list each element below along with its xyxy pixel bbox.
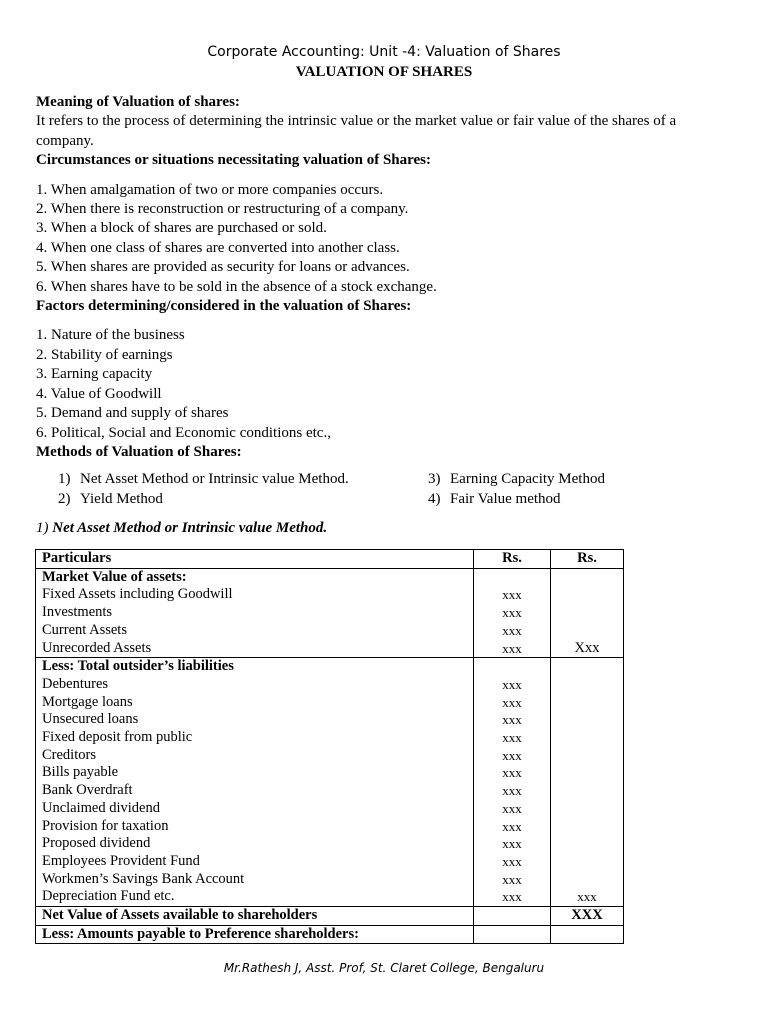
row-total xyxy=(551,747,624,765)
row-value: xxx xyxy=(474,800,551,818)
row-label: Investments xyxy=(36,604,474,622)
row-label: Workmen’s Savings Bank Account xyxy=(36,871,474,889)
factor-item: 4. Value of Goodwill xyxy=(36,385,162,402)
factor-item: 1. Nature of the business xyxy=(36,327,185,344)
row-total xyxy=(551,711,624,729)
meaning-text-line: It refers to the process of determining the intrinsic value or the market value or fair value of the shares of a xyxy=(36,113,677,130)
table-row xyxy=(36,853,624,871)
section-title xyxy=(36,519,696,538)
row-label: Unrecorded Assets xyxy=(36,640,474,658)
preference-label: Less: Amounts payable to Preference shareholders: xyxy=(36,925,474,944)
table-row xyxy=(36,782,624,800)
document-body xyxy=(36,93,696,539)
factors-heading: Factors determining/considered in the valuation of Shares: xyxy=(36,298,412,315)
row-value: xxx xyxy=(474,747,551,765)
table-row xyxy=(36,800,624,818)
page-title: VALUATION OF SHARES xyxy=(295,64,473,80)
factor-item: 3. Earning capacity xyxy=(36,366,153,383)
circumstance-item: 3. When a block of shares are purchased or sold. xyxy=(36,220,327,237)
table-row xyxy=(36,586,624,604)
table-row xyxy=(36,871,624,889)
table-row xyxy=(36,711,624,729)
row-total xyxy=(551,835,624,853)
row-label: Fixed Assets including Goodwill xyxy=(36,586,474,604)
row-label: Current Assets xyxy=(36,622,474,640)
table-row xyxy=(36,676,624,694)
factor-item: 5. Demand and supply of shares xyxy=(36,405,229,422)
circumstance-item: 2. When there is reconstruction or restructuring of a company. xyxy=(36,201,409,218)
table-row xyxy=(36,747,624,765)
row-label: Provision for taxation xyxy=(36,818,474,836)
net-value-total: XXX xyxy=(551,907,624,926)
row-label: Employees Provident Fund xyxy=(36,853,474,871)
row-total xyxy=(551,853,624,871)
liabilities-heading: Less: Total outsider’s liabilities xyxy=(36,658,474,676)
row-total: xxx xyxy=(551,888,624,906)
row-value: xxx xyxy=(474,604,551,622)
row-value: xxx xyxy=(474,694,551,712)
row-label: Creditors xyxy=(36,747,474,765)
meaning-heading: Meaning of Valuation of shares: xyxy=(36,94,240,110)
row-total xyxy=(551,782,624,800)
method-label: Yield Method xyxy=(80,490,163,507)
row-total xyxy=(551,586,624,604)
table-row xyxy=(36,835,624,853)
row-value: xxx xyxy=(474,871,551,889)
row-total xyxy=(551,764,624,782)
row-value: xxx xyxy=(474,676,551,694)
table-row xyxy=(36,568,624,586)
header-rs: Rs. xyxy=(551,550,624,569)
header-particulars: Particulars xyxy=(36,550,474,569)
table-row xyxy=(36,888,624,906)
circumstance-item: 1. When amalgamation of two or more companies occurs. xyxy=(36,181,384,198)
page-footer: Mr.Rathesh J, Asst. Prof, St. Claret College, Bengaluru xyxy=(223,961,545,975)
method-item xyxy=(58,490,428,509)
circumstance-item: 6. When shares have to be sold in the absence of a stock exchange. xyxy=(36,278,437,295)
row-total xyxy=(551,729,624,747)
row-total xyxy=(551,800,624,818)
row-value: xxx xyxy=(474,853,551,871)
row-label: Depreciation Fund etc. xyxy=(36,888,474,906)
circumstances-heading: Circumstances or situations necessitating valuation of Shares: xyxy=(36,152,432,169)
row-total xyxy=(551,694,624,712)
row-total xyxy=(551,604,624,622)
method-item xyxy=(428,470,688,489)
table-row xyxy=(36,604,624,622)
net-value-label: Net Value of Assets available to shareholders xyxy=(36,907,474,926)
row-total: Xxx xyxy=(551,640,624,658)
row-label: Proposed dividend xyxy=(36,835,474,853)
methods-heading: Methods of Valuation of Shares: xyxy=(36,443,242,460)
factor-item: 2. Stability of earnings xyxy=(36,346,173,363)
valuation-table xyxy=(35,549,624,944)
row-value: xxx xyxy=(474,888,551,906)
method-number: 2) xyxy=(58,490,71,507)
method-label: Net Asset Method or Intrinsic value Method. xyxy=(80,471,349,488)
method-number: 1) xyxy=(58,471,71,488)
row-value: xxx xyxy=(474,818,551,836)
row-value: xxx xyxy=(474,764,551,782)
table-row xyxy=(36,658,624,676)
table-row xyxy=(36,622,624,640)
method-number: 3) xyxy=(428,471,441,488)
method-label: Fair Value method xyxy=(450,490,561,507)
row-value: xxx xyxy=(474,640,551,658)
row-value: xxx xyxy=(474,711,551,729)
row-label: Bills payable xyxy=(36,764,474,782)
row-value: xxx xyxy=(474,782,551,800)
preference-row xyxy=(36,925,624,944)
methods-list xyxy=(58,470,696,509)
assets-heading: Market Value of assets: xyxy=(36,568,474,586)
net-value-row xyxy=(36,907,624,926)
row-label: Fixed deposit from public xyxy=(36,729,474,747)
circumstance-item: 5. When shares are provided as security for loans or advances. xyxy=(36,259,410,276)
row-value: xxx xyxy=(474,729,551,747)
circumstance-item: 4. When one class of shares are converted into another class. xyxy=(36,239,400,256)
row-label: Unclaimed dividend xyxy=(36,800,474,818)
section-number: 1) xyxy=(36,520,53,537)
row-label: Bank Overdraft xyxy=(36,782,474,800)
row-value: xxx xyxy=(474,622,551,640)
method-label: Earning Capacity Method xyxy=(450,471,605,488)
row-total xyxy=(551,676,624,694)
row-total xyxy=(551,622,624,640)
row-label: Mortgage loans xyxy=(36,694,474,712)
table-row xyxy=(36,818,624,836)
row-value: xxx xyxy=(474,586,551,604)
row-label: Debentures xyxy=(36,676,474,694)
section-title-text: Net Asset Method or Intrinsic value Method. xyxy=(52,520,328,537)
page-header: Corporate Accounting: Unit -4: Valuation of Shares xyxy=(207,44,561,60)
table-row xyxy=(36,729,624,747)
table-row xyxy=(36,764,624,782)
table-header-row xyxy=(36,550,624,569)
header-rs: Rs. xyxy=(474,550,551,569)
row-label: Unsecured loans xyxy=(36,711,474,729)
row-total xyxy=(551,818,624,836)
table-row xyxy=(36,640,624,658)
method-item xyxy=(428,490,688,509)
method-item xyxy=(58,470,428,489)
factor-item: 6. Political, Social and Economic conditions etc., xyxy=(36,424,331,441)
table-row xyxy=(36,694,624,712)
meaning-text-line: company. xyxy=(36,132,94,149)
method-number: 4) xyxy=(428,490,441,507)
row-value: xxx xyxy=(474,835,551,853)
row-total xyxy=(551,871,624,889)
